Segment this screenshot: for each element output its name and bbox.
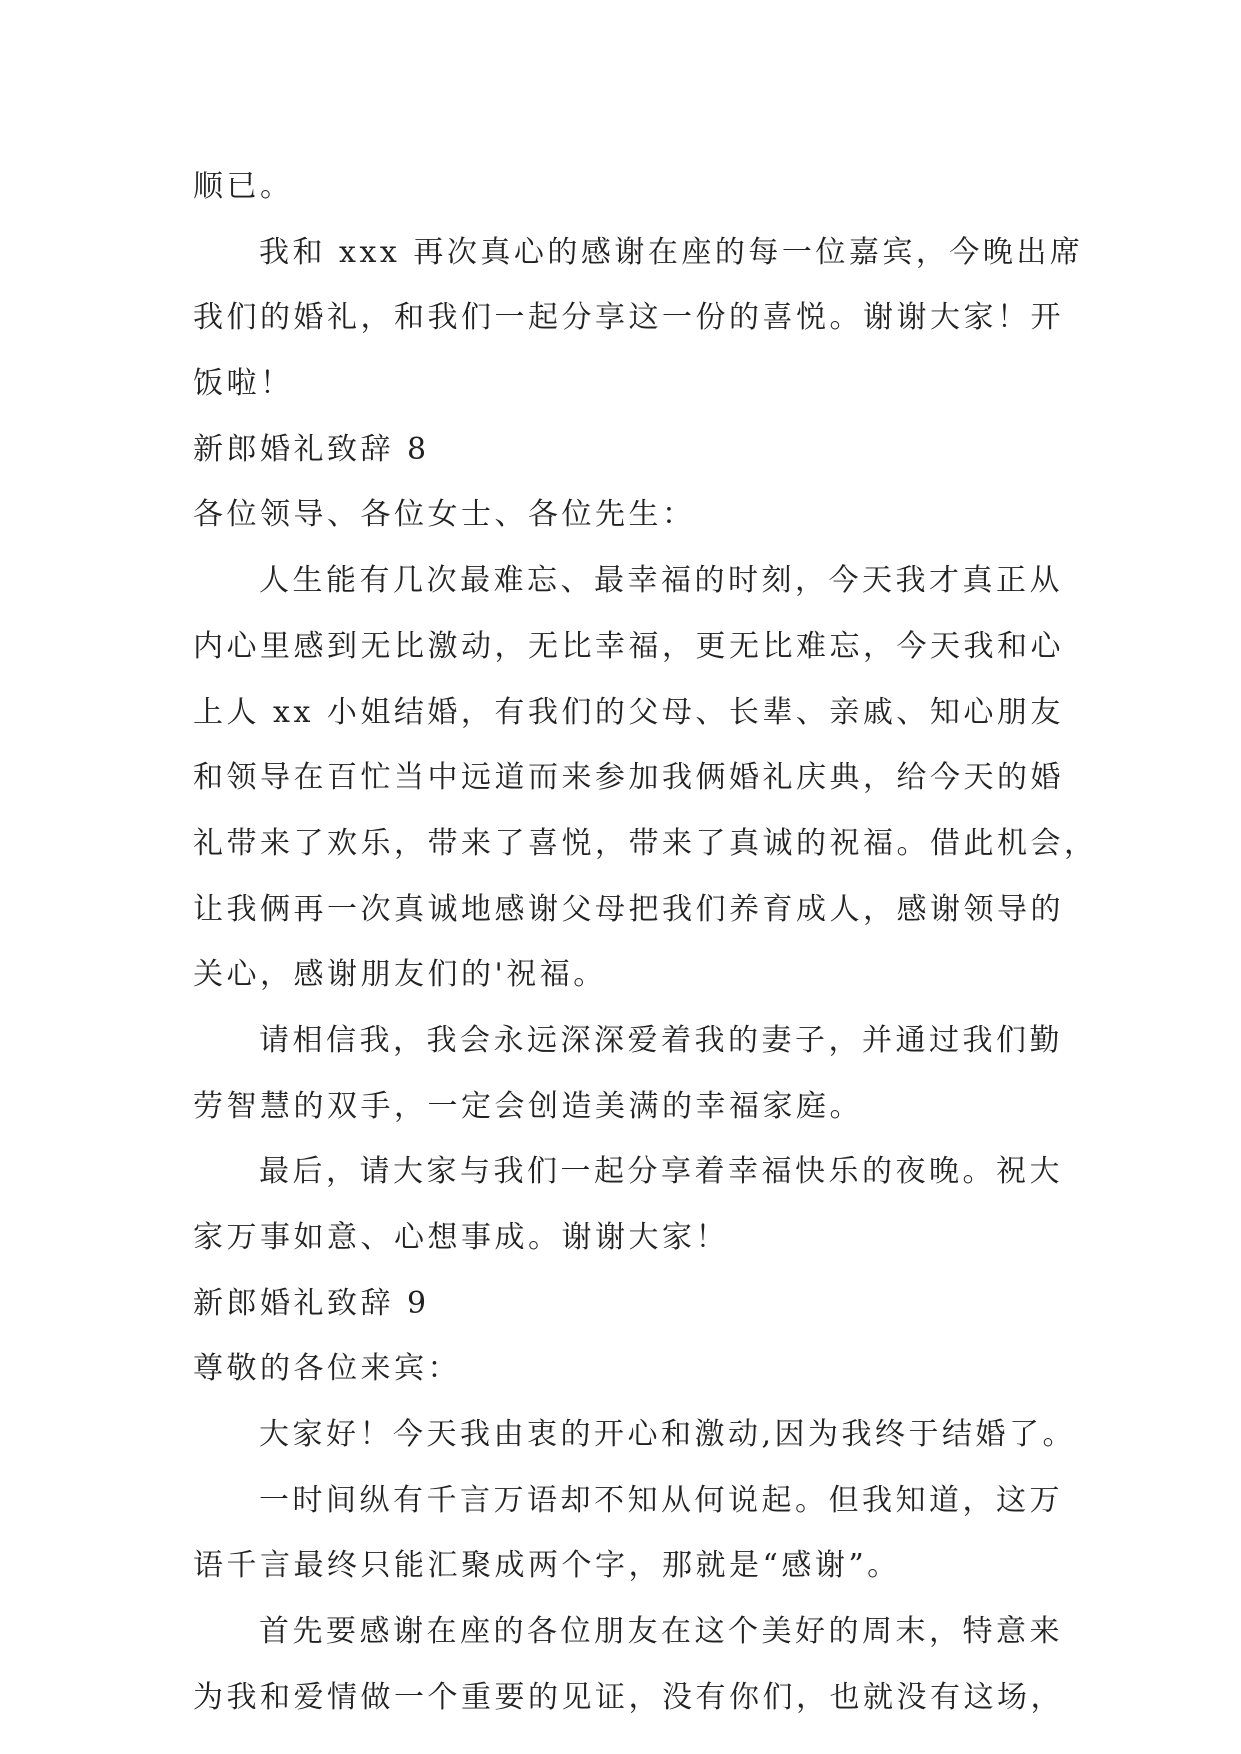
text-line: 和领导在百忙当中远道而来参加我俩婚礼庆典，给今天的婚 (193, 760, 1064, 796)
text-line: 关心，感谢朋友们的'祝福。 (193, 957, 607, 993)
document-body (193, 154, 1098, 1731)
text-line: 新郎婚礼致辞 8 (193, 431, 430, 467)
text-line: 一时间纵有千言万语却不知从何说起。但我知道，这万 (259, 1482, 1063, 1518)
text-line: 礼带来了欢乐，带来了喜悦，带来了真诚的祝福。借此机会， (193, 825, 1098, 861)
text-line: 顺已。 (193, 169, 294, 204)
text-line: 我们的婚礼，和我们一起分享这一份的喜悦。谢谢大家！开 (193, 300, 1064, 336)
text-line: 新郎婚礼致辞 9 (193, 1285, 430, 1321)
text-line: 饭啦！ (193, 366, 294, 402)
text-line: 家万事如意、心想事成。谢谢大家！ (193, 1220, 729, 1255)
text-line: 内心里感到无比激动，无比幸福，更无比难忘，今天我和心 (193, 628, 1064, 664)
text-line: 语千言最终只能汇聚成两个字，那就是“感谢”。 (193, 1548, 901, 1584)
text-line: 请相信我，我会永远深深爱着我的妻子，并通过我们勤 (259, 1022, 1063, 1058)
text-line: 上人 xx 小姐结婚，有我们的父母、长辈、亲戚、知心朋友 (193, 694, 1064, 730)
text-line: 大家好！今天我由衷的开心和激动,因为我终于结婚了。 (259, 1417, 1077, 1453)
text-line: 首先要感谢在座的各位朋友在这个美好的周末，特意来 (259, 1614, 1063, 1650)
text-line: 为我和爱情做一个重要的见证，没有你们，也就没有这场， (193, 1679, 1064, 1715)
text-line: 最后，请大家与我们一起分享着幸福快乐的夜晚。祝大 (259, 1154, 1063, 1190)
text-line: 我和 xxx 再次真心的感谢在座的每一位嘉宾，今晚出席 (259, 234, 1084, 270)
text-line: 尊敬的各位来宾： (193, 1351, 461, 1387)
text-line: 劳智慧的双手，一定会创造美满的幸福家庭。 (193, 1088, 863, 1124)
text-line: 让我俩再一次真诚地感谢父母把我们养育成人，感谢领导的 (193, 891, 1064, 927)
text-line: 各位领导、各位女士、各位先生： (193, 497, 696, 533)
text-line: 人生能有几次最难忘、最幸福的时刻，今天我才真正从 (259, 563, 1063, 599)
